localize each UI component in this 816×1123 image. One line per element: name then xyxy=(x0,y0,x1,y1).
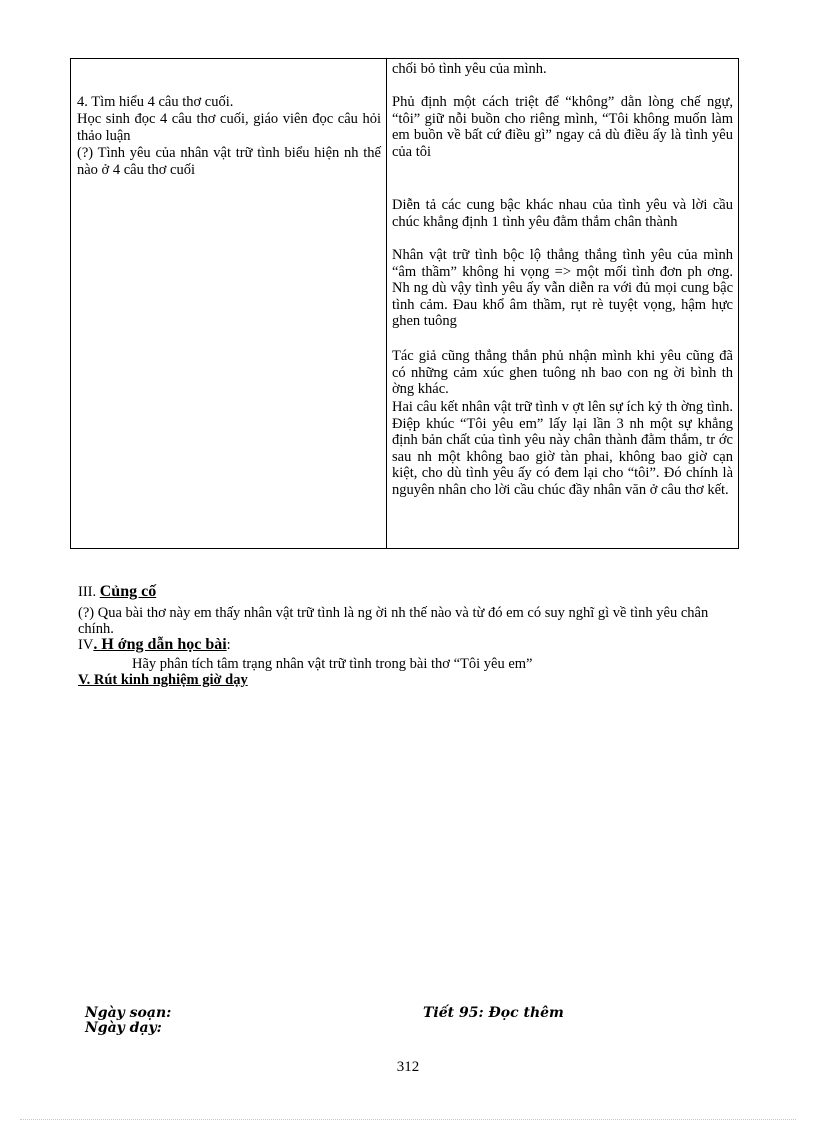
column-divider xyxy=(386,59,387,548)
page-number: 312 xyxy=(396,1059,420,1075)
page-edge-divider xyxy=(20,1119,796,1120)
content-paragraph: Phủ định một cách triệt để “không” dằn lòng chế ngự, “tôi” giữ nỗi buồn cho riêng mình, “Tôi không muốn làm em buồn về bất cứ điều gì” ngay cả dù điều ấy là tình yêu của tôi xyxy=(392,94,733,160)
lesson-table xyxy=(70,58,739,549)
section-3-title: III. Củng cố xyxy=(78,583,157,600)
section-4-task: Hãy phân tích tâm trạng nhân vật trữ tình trong bài thơ “Tôi yêu em” xyxy=(132,656,533,672)
section-5-title: V. Rút kinh nghiệm giờ dạy xyxy=(78,672,248,688)
content-paragraph: Nhân vật trữ tình bộc lộ thẳng thắng tình yêu của mình “âm thầm” không hi vọng => một mối tình đơn ph ơng. Nh ng dù vậy tình yêu ấy vẫn diễn ra với đủ mọi cung bậc tình cảm. Đau khổ âm thầm, rụt rè tuyệt vọng, hậm hực ghen tuông xyxy=(392,247,733,330)
section-4-title: IV. H ớng dẫn học bài: xyxy=(78,636,231,653)
section-3-question: (?) Qua bài thơ này em thấy nhân vật trữ tình là ng ời nh thế nào và từ đó em có suy nghĩ gì về tình yêu chân chính. xyxy=(78,605,709,637)
lesson-title: Tiết 95: Đọc thêm xyxy=(423,1005,564,1021)
activity-heading: 4. Tìm hiểu 4 câu thơ cuối. xyxy=(77,94,234,110)
date-taught-label: Ngày dạy: xyxy=(85,1020,162,1036)
content-paragraph: Diễn tả các cung bậc khác nhau của tình yêu và lời cầu chúc khẳng định 1 tình yêu đằm thắm chân thành xyxy=(392,197,733,230)
content-paragraph: Hai câu kết nhân vật trữ tình v ợt lên sự ích kỷ th ờng tình. Điệp khúc “Tôi yêu em” lấy lại lần 3 nh một sự khẳng định bản chất của tình yêu này chân thành đằm thắm, tr ớc sau nh một không bao giờ tàn phai, không bao giờ cạn kiệt, cho dù tình yêu ấy có đem lại cho “tôi”. Đó chính là nguyên nhân cho lời cầu chúc đầy nhân văn ở câu thơ kết. xyxy=(392,399,733,498)
content-paragraph: chối bỏ tình yêu của mình. xyxy=(392,61,547,77)
date-written-label: Ngày soạn: xyxy=(85,1005,172,1021)
content-paragraph: Tác giả cũng thẳng thắn phủ nhận mình khi yêu cũng đã có những cảm xúc ghen tuông nh bao con ng ời bình th ờng khác. xyxy=(392,348,733,398)
content-column xyxy=(392,59,733,548)
activity-instruction: Học sinh đọc 4 câu thơ cuối, giáo viên đọc câu hỏi thảo luận xyxy=(77,111,381,144)
activity-question: (?) Tình yêu của nhân vật trữ tình biểu hiện nh thế nào ở 4 câu thơ cuối xyxy=(77,145,381,178)
activity-column xyxy=(77,59,381,548)
